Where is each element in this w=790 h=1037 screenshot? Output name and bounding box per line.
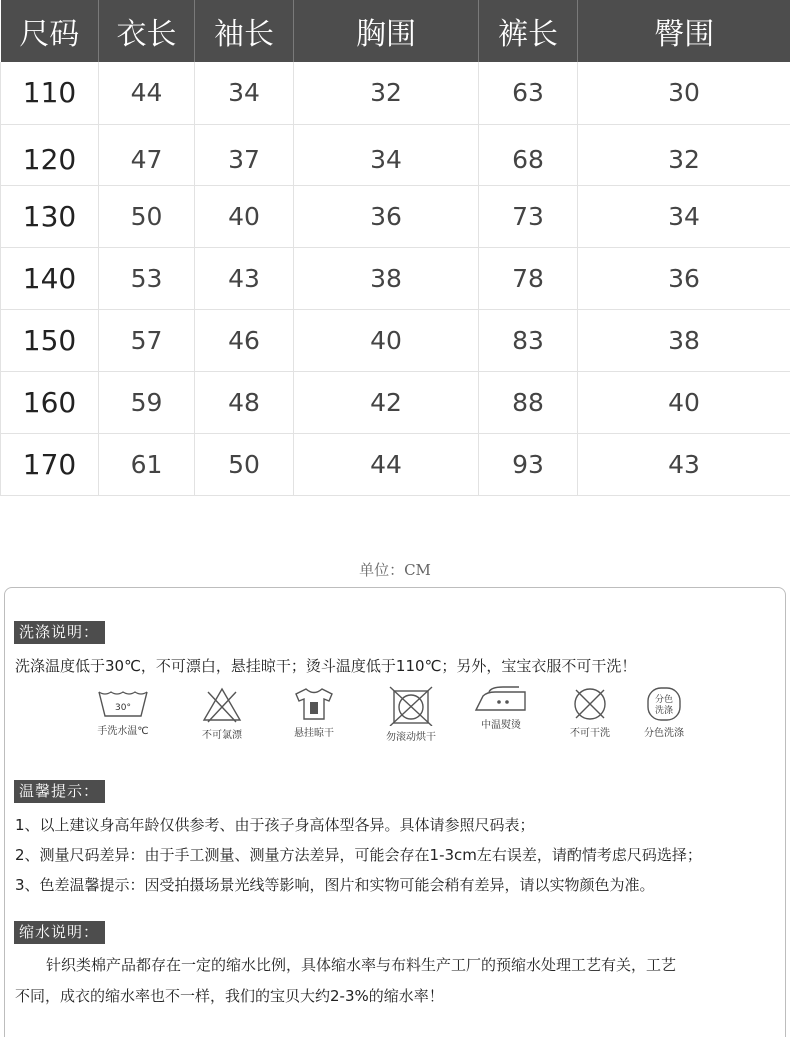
measure-cell: 36 (578, 247, 790, 309)
measure-cell: 59 (99, 371, 195, 433)
hang-dry-icon (292, 686, 336, 722)
unit-label: 单位：CM (359, 561, 431, 579)
svg-text:分色: 分色 (654, 695, 674, 705)
header-pants-length: 裤长 (479, 0, 578, 62)
measure-cell: 83 (479, 309, 578, 371)
measure-cell: 32 (578, 124, 790, 185)
measure-cell: 73 (479, 185, 578, 247)
measure-cell: 37 (195, 124, 294, 185)
shrink-line-2: 不同，成衣的缩水率也不一样，我们的宝贝大约2-3%的缩水率！ (15, 987, 444, 1005)
table-row (1, 309, 790, 371)
care-icon-item (182, 686, 262, 741)
size-cell: 160 (1, 371, 99, 433)
measure-cell: 88 (479, 371, 578, 433)
shrink-line-1: 针织类棉产品都存在一定的缩水比例，具体缩水率与布料生产工厂的预缩水处理工艺有关，工艺 (46, 956, 677, 974)
wash-separately-caption: 分色洗涤 (644, 728, 684, 739)
no-tumble-dry-icon (389, 686, 433, 726)
table-row (1, 371, 790, 433)
measure-cell: 32 (294, 62, 479, 124)
measure-cell: 40 (578, 371, 790, 433)
no-tumble-dry-caption: 勿滚动烘干 (386, 732, 436, 743)
header-size: 尺码 (1, 0, 99, 62)
measure-cell: 40 (195, 185, 294, 247)
header-sleeve: 袖长 (195, 0, 294, 62)
measure-cell: 78 (479, 247, 578, 309)
hang-dry-caption: 悬挂晾干 (294, 728, 334, 739)
measure-cell: 42 (294, 371, 479, 433)
care-icon-item (550, 686, 630, 739)
no-dry-clean-caption: 不可干洗 (570, 728, 610, 739)
size-chart-table (0, 0, 790, 496)
hand-wash-icon (96, 686, 150, 720)
measure-cell: 50 (195, 433, 294, 495)
table-row (1, 433, 790, 495)
measure-cell: 34 (195, 62, 294, 124)
table-row (1, 185, 790, 247)
measure-cell: 63 (479, 62, 578, 124)
size-cell: 110 (1, 62, 99, 124)
measure-cell: 61 (99, 433, 195, 495)
tip-line-3: 3、色差温馨提示：因受拍摄场景光线等影响，图片和实物可能会稍有差异，请以实物颜色为准。 (15, 876, 655, 894)
medium-iron-caption: 中温熨烫 (481, 720, 521, 731)
no-bleach-icon (200, 686, 244, 724)
size-cell: 130 (1, 185, 99, 247)
table-row (1, 124, 790, 185)
measure-cell: 53 (99, 247, 195, 309)
care-icon-item (83, 686, 163, 737)
table-row (1, 62, 790, 124)
tip-line-1: 1、以上建议身高年龄仅供参考、由于孩子身高体型各异。具体请参照尺码表； (15, 816, 535, 834)
measure-cell: 43 (195, 247, 294, 309)
measure-cell: 47 (99, 124, 195, 185)
size-cell: 150 (1, 309, 99, 371)
care-notes-panel (4, 587, 786, 1037)
measure-cell: 30 (578, 62, 790, 124)
header-chest: 胸围 (294, 0, 479, 62)
measure-cell: 38 (578, 309, 790, 371)
tip-line-2: 2、测量尺码差异：由于手工测量、测量方法差异，可能会存在1-3cm左右误差，请酌情考虑尺码选择； (15, 846, 702, 864)
measure-cell: 93 (479, 433, 578, 495)
svg-text:30°: 30° (115, 703, 131, 713)
no-dry-clean-icon (570, 686, 610, 722)
washing-label: 洗涤说明： (14, 621, 105, 644)
no-bleach-caption: 不可氯漂 (202, 730, 242, 741)
measure-cell: 44 (294, 433, 479, 495)
size-cell: 170 (1, 433, 99, 495)
size-cell: 140 (1, 247, 99, 309)
header-length: 衣长 (99, 0, 195, 62)
care-icon-item (274, 686, 354, 739)
care-icons-row (5, 686, 787, 756)
svg-text:洗涤: 洗涤 (654, 706, 674, 716)
measure-cell: 44 (99, 62, 195, 124)
table-row (1, 247, 790, 309)
care-icon-item (624, 686, 704, 739)
shrink-label: 缩水说明： (14, 921, 105, 944)
header-hip: 臀围 (578, 0, 790, 62)
measure-cell: 40 (294, 309, 479, 371)
measure-cell: 48 (195, 371, 294, 433)
measure-cell: 50 (99, 185, 195, 247)
measure-cell: 57 (99, 309, 195, 371)
size-cell: 120 (1, 124, 99, 185)
hand-wash-caption: 手洗水温℃ (97, 726, 149, 737)
medium-iron-icon (473, 686, 529, 714)
measure-cell: 36 (294, 185, 479, 247)
tips-label: 温馨提示： (14, 780, 105, 803)
measure-cell: 38 (294, 247, 479, 309)
measure-cell: 68 (479, 124, 578, 185)
measure-cell: 46 (195, 309, 294, 371)
measure-cell: 34 (294, 124, 479, 185)
table-header-row (1, 0, 790, 62)
care-icon-item (371, 686, 451, 743)
washing-text: 洗涤温度低于30℃，不可漂白，悬挂晾干；烫斗温度低于110℃；另外，宝宝衣服不可干洗！ (15, 657, 637, 675)
measure-cell: 34 (578, 185, 790, 247)
measure-cell: 43 (578, 433, 790, 495)
care-icon-item (461, 686, 541, 731)
wash-separately-icon (645, 686, 683, 722)
